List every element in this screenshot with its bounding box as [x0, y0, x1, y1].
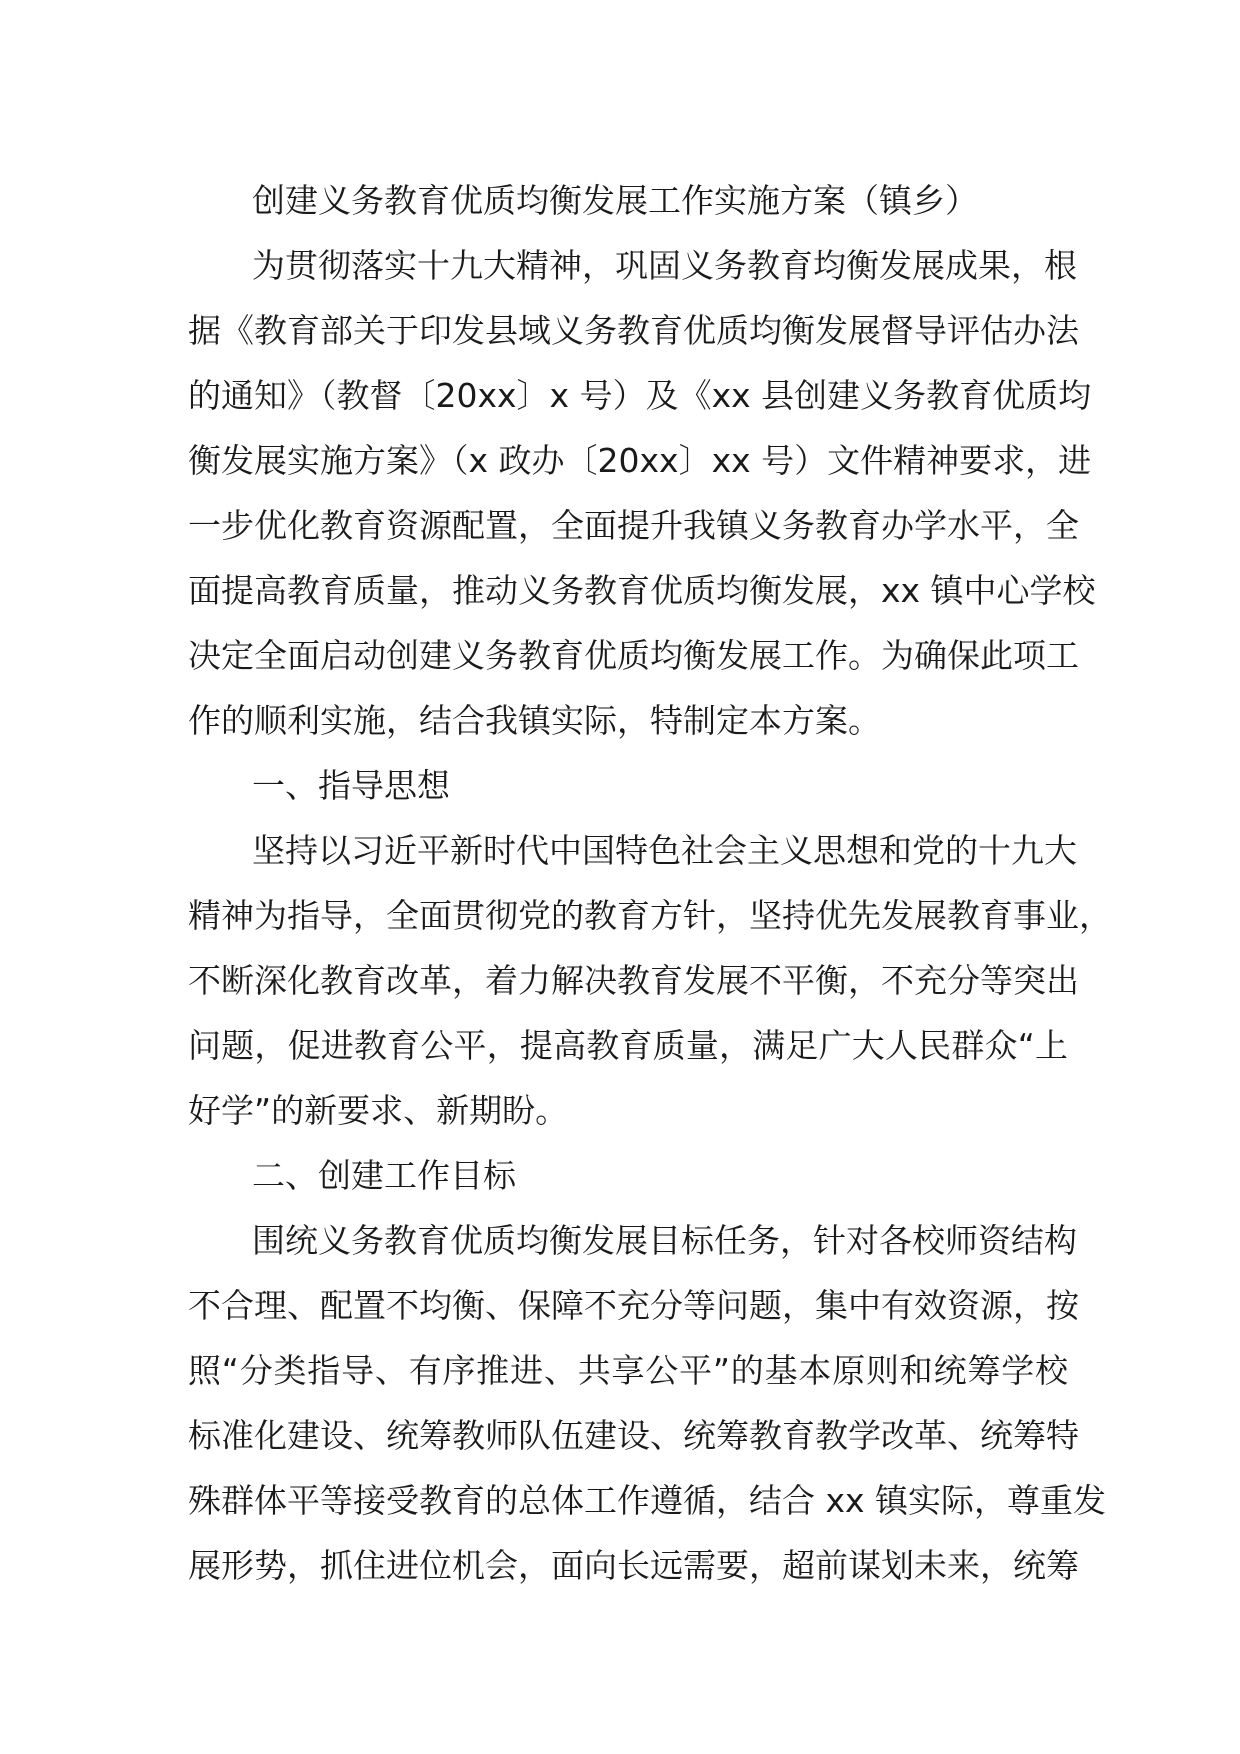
paragraph-line: 为贯彻落实十九大精神，巩固义务教育均衡发展成果，根 — [252, 246, 1077, 285]
paragraph-line: 照“分类指导、有序推进、共享公平”的基本原则和统筹学校 — [188, 1351, 1068, 1390]
paragraph-line: 据《教育部关于印发县域义务教育优质均衡发展督导评估办法 — [188, 311, 1079, 350]
document-body — [188, 168, 1112, 1598]
paragraph-line: 不合理、配置不均衡、保障不充分等问题，集中有效资源，按 — [188, 1286, 1079, 1325]
paragraph-line: 问题，促进教育公平，提高教育质量，满足广大人民群众“上 — [188, 1026, 1068, 1065]
paragraph-line: 围统义务教育优质均衡发展目标任务，针对各校师资结构 — [252, 1221, 1077, 1260]
paragraph-line: 标准化建设、统筹教师队伍建设、统筹教育教学改革、统筹特 — [188, 1416, 1079, 1455]
paragraph-line: 作的顺利实施，结合我镇实际，特制定本方案。 — [188, 701, 881, 740]
paragraph-work-goals — [188, 1208, 1107, 1598]
paragraph-line: 坚持以习近平新时代中国特色社会主义思想和党的十九大 — [252, 831, 1077, 870]
section-heading-work-goals: 二、创建工作目标 — [252, 1156, 516, 1195]
paragraph-line: 殊群体平等接受教育的总体工作遵循，结合 xx 镇实际，尊重发 — [188, 1481, 1107, 1520]
document-title: 创建义务教育优质均衡发展工作实施方案（镇乡） — [252, 181, 978, 220]
paragraph-line: 展形势，抓住进位机会，面向长远需要，超前谋划未来，统筹 — [188, 1546, 1079, 1585]
paragraph-line: 精神为指导，全面贯彻党的教育方针，坚持优先发展教育事业， — [188, 896, 1112, 935]
paragraph-line: 一步优化教育资源配置，全面提升我镇义务教育办学水平，全 — [188, 506, 1079, 545]
paragraph-line: 衡发展实施方案》（x 政办〔20xx〕xx 号）文件精神要求，进 — [188, 441, 1092, 480]
paragraph-line: 面提高教育质量，推动义务教育优质均衡发展，xx 镇中心学校 — [188, 571, 1096, 610]
paragraph-line: 好学”的新要求、新期盼。 — [188, 1091, 569, 1130]
paragraph-line: 的通知》（教督〔20xx〕x 号）及《xx 县创建义务教育优质均 — [188, 376, 1092, 415]
paragraph-intro — [188, 233, 1096, 753]
paragraph-guiding-ideology — [188, 818, 1112, 1143]
section-heading-guiding-ideology: 一、指导思想 — [252, 766, 450, 805]
paragraph-line: 决定全面启动创建义务教育优质均衡发展工作。为确保此项工 — [188, 636, 1079, 675]
paragraph-line: 不断深化教育改革，着力解决教育发展不平衡，不充分等突出 — [188, 961, 1079, 1000]
